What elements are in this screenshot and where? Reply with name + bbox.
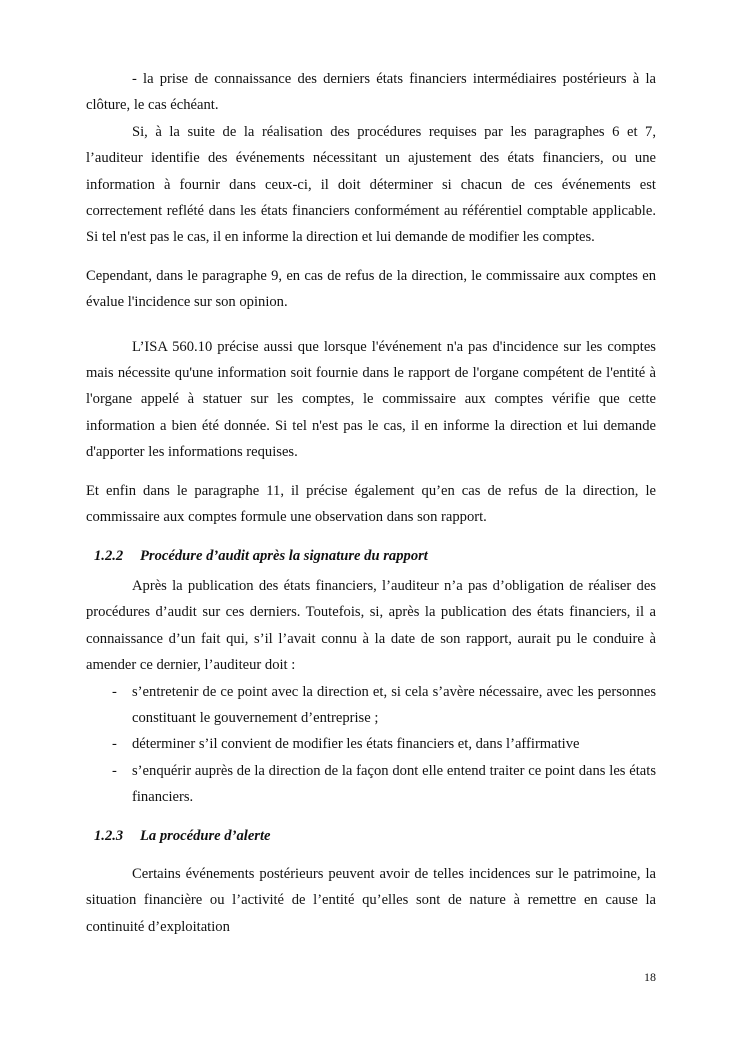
section-title: La procédure d’alerte <box>140 827 271 844</box>
page-number: 18 <box>644 970 656 984</box>
document-page <box>86 66 656 940</box>
list-item: - s’enquérir auprès de la direction de la façon dont elle entend traiter ce point dans les états financiers. <box>86 758 656 811</box>
section-heading-1-2-3 <box>86 823 656 849</box>
list-item: - s’entretenir de ce point avec la direction et, si cela s’avère nécessaire, avec les personnes constituant le gouvernement d’entreprise ; <box>86 679 656 732</box>
paragraph-intermediate-statements: - la prise de connaissance des derniers états financiers intermédiaires postérieurs à la clôture, le cas échéant. <box>86 71 656 114</box>
paragraph-adjustment-events: Si, à la suite de la réalisation des procédures requises par les paragraphes 6 et 7, l’auditeur identifie des événements nécessitant un ajustement des états financiers, ou une information à fournir dans ceux-ci, il doit déterminer si chacun de ces événements est correctement reflété dans les états financiers conformément au référentiel comptable applicable. Si tel n'est pas le cas, il en informe la direction et lui demande de modifier les comptes. <box>86 123 656 246</box>
paragraph-refusal-paragraph-11: Et enfin dans le paragraphe 11, il précise également qu’en cas de refus de la direction, le commissaire aux comptes formule une observation dans son rapport. <box>86 482 656 526</box>
dash-bullet: - <box>112 683 117 700</box>
paragraph-alert-procedure: Certains événements postérieurs peuvent avoir de telles incidences sur le patrimoine, la situation financière ou l’activité de l’entité qu’elles sont de nature à remettre en cause la continuité d’exploitation <box>86 865 656 935</box>
auditor-obligations-list <box>86 679 656 811</box>
section-heading-1-2-2 <box>86 543 656 569</box>
section-title: Procédure d’audit après la signature du rapport <box>140 547 428 564</box>
section-number: 1.2.3 <box>94 827 124 844</box>
list-item: - déterminer s’il convient de modifier les états financiers et, dans l’affirmative <box>86 731 656 757</box>
dash-bullet: - <box>112 736 117 753</box>
paragraph-refusal-paragraph-9: Cependant, dans le paragraphe 9, en cas de refus de la direction, le commissaire aux comptes en évalue l'incidence sur son opinion. <box>86 267 656 311</box>
section-number: 1.2.2 <box>94 547 124 564</box>
dash-bullet: - <box>112 762 117 779</box>
paragraph-isa-560-10: L’ISA 560.10 précise aussi que lorsque l'événement n'a pas d'incidence sur les comptes mais nécessite qu'une information soit fournie dans le rapport de l'organe compétent de l'entité à l'organe appelé à statuer sur les comptes, le commissaire aux comptes vérifie que cette information a bien été donnée. Si tel n'est pas le cas, il en informe la direction et lui demande d'apporter les informations requises. <box>86 338 656 461</box>
paragraph-post-report-procedure: Après la publication des états financiers, l’auditeur n’a pas d’obligation de réaliser des procédures d’audit sur ces derniers. Toutefois, si, après la publication des états financiers, il a connaissance d’un fait qui, s’il l’avait connu à la date de son rapport, aurait pu le conduire à amender ce dernier, l’auditeur doit : <box>86 577 656 674</box>
